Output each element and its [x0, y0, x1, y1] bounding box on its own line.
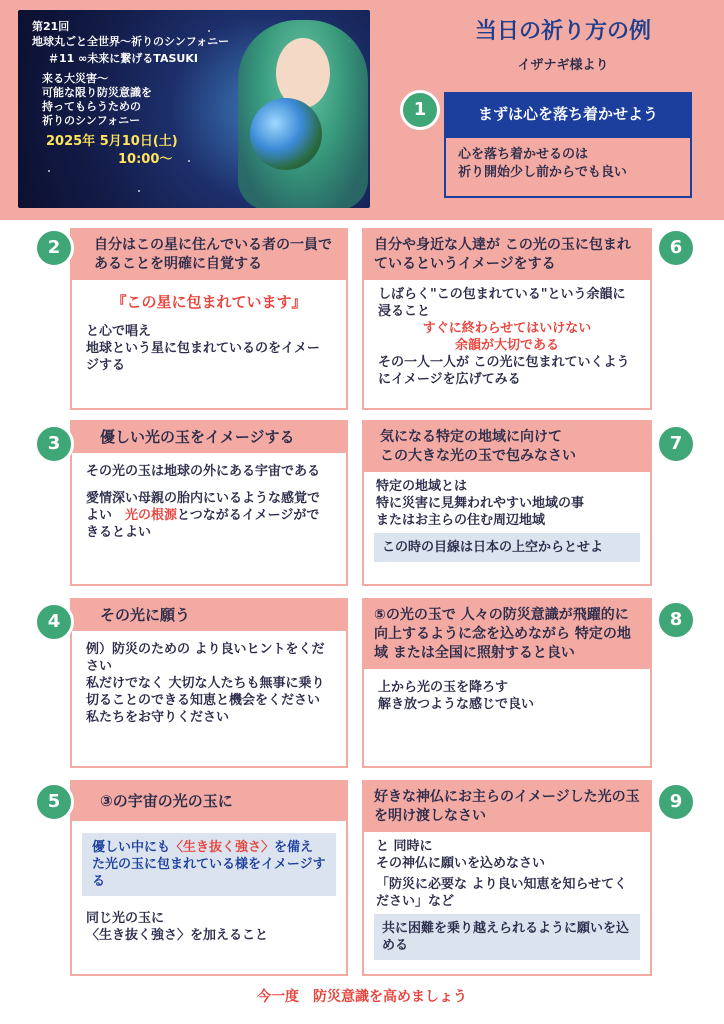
step-number-5: 5 [34, 782, 74, 822]
step2-quote: 『この星に包まれています』 [111, 293, 307, 311]
step1-body [444, 136, 692, 198]
step8-text-1: 上から光の玉を降ろす [378, 680, 509, 695]
banner-line3: ＃11 ∞未来に繋げるTASUKI [48, 52, 198, 65]
step-number-3: 3 [34, 424, 74, 464]
earth-globe-icon [250, 98, 322, 170]
step5-hl-3: を備えた光の玉に包まれている様をイメージする [92, 840, 326, 889]
step2-heading: 自分はこの星に住んでいる者の一員であることを明確に自覚する [72, 230, 346, 280]
step6-card [362, 228, 652, 410]
step7-text-3: またはお主らの住む周辺地域 [376, 513, 546, 528]
step2-text-1: と心で唱え [86, 324, 152, 339]
step3-text-2 [86, 490, 332, 541]
footer-message: 今一度 防災意識を高めましょう [257, 989, 467, 1005]
step9-text-3: 「防災に必要な より良い知恵を知らせてください」など [376, 877, 628, 909]
step-number-6: 6 [656, 228, 696, 268]
step5-hl-1: 優しい中にも [92, 840, 171, 855]
step1-text-2: 祈り開始少し前からでも良い [458, 165, 627, 180]
step3-text-2c: とつながるイメージができるとよい [86, 508, 320, 540]
banner-line2: 地球丸ごと全世界〜祈りのシンフォニー [32, 35, 230, 48]
step4-heading: その光に願う [72, 600, 346, 631]
step-number-2: 2 [34, 228, 74, 268]
step7-text-2: 特に災害に見舞われやすい地域の事 [376, 496, 585, 511]
step6-text-1: しばらく"この包まれている"という余韻に浸ること [378, 287, 626, 319]
step1-text-1: 心を落ち着かせるのは [458, 147, 589, 162]
step1-heading: まずは心を落ち着かせよう [444, 92, 692, 136]
banner-time: 10:00〜 [118, 152, 173, 167]
step7-heading-1: 気になる特定の地域に向けて [380, 429, 562, 445]
step8-text-2: 解き放つような感じで良い [378, 697, 535, 712]
step4-text-1: 例）防災のための より良いヒントをください [86, 642, 325, 674]
banner-line4: 来る大災害〜 [42, 72, 108, 85]
step6-text-2: その一人一人が この光に包まれていくようにイメージを広げてみる [378, 355, 630, 387]
step5-text-1: 同じ光の玉に [86, 911, 165, 926]
light-source-highlight: 光の根源 [125, 508, 178, 523]
step5-heading: ③の宇宙の光の玉に [72, 782, 346, 821]
step8-card [362, 598, 652, 768]
step2-card [70, 228, 348, 410]
step2-text-2: 地球という星に包まれているのをイメージする [86, 341, 320, 373]
step4-text-3: 私たちをお守りください [86, 710, 230, 725]
step5-card [70, 780, 348, 976]
event-banner-image [18, 10, 370, 208]
step-number-1: 1 [400, 90, 440, 130]
banner-line7: 祈りのシンフォニー [42, 114, 141, 127]
step4-text-2: 私だけでなく 大切な人たちも無事に乗り切ることのできる知恵と機会をください [86, 676, 325, 708]
step5-hl-strength: 〈生き抜く強さ〉 [170, 840, 275, 855]
step8-heading: ⑤の光の玉で 人々の防災意識が飛躍的に向上するように念を込めながら 特定の地域 または全国に照射すると良い [364, 600, 650, 669]
step7-text-1: 特定の地域とは [376, 479, 468, 494]
step-number-7: 7 [656, 424, 696, 464]
step7-heading-2: この大きな光の玉で包みなさい [380, 448, 576, 464]
step5-text-2: 〈生き抜く強さ〉を加えること [86, 928, 269, 943]
page-subtitle: イザナギ様より [517, 58, 609, 73]
banner-date: 2025年 5月10日(土) [46, 134, 178, 149]
step6-red-2: 余韻が大切である [454, 338, 559, 353]
step9-text-2: その神仏に願いを込めなさい [376, 856, 546, 871]
step7-highlight: この時の目線は日本の上空からとせよ [374, 533, 640, 562]
step3-text-1: その光の玉は地球の外にある宇宙である [86, 464, 321, 479]
step3-text-2a: 愛情深い母親の胎内にいるような感覚でよい [86, 491, 321, 523]
step-number-4: 4 [34, 602, 74, 642]
banner-line5: 可能な限り防災意識を [42, 86, 152, 99]
step9-highlight: 共に困難を乗り越えられるように願いを込める [374, 914, 640, 960]
step5-highlight [82, 833, 336, 896]
step-number-8: 8 [656, 600, 696, 640]
step9-card [362, 780, 652, 976]
step7-heading [364, 422, 650, 472]
step3-card [70, 420, 348, 586]
step9-heading: 好きな神仏にお主らのイメージした光の玉を明け渡しなさい [364, 782, 650, 832]
banner-line1: 第21回 [32, 20, 70, 33]
step7-card [362, 420, 652, 586]
step-number-9: 9 [656, 782, 696, 822]
banner-line6: 持ってもらうための [42, 100, 141, 113]
step9-text-1: と 同時に [376, 839, 433, 854]
page-title: 当日の祈り方の例 [474, 19, 651, 44]
step6-red-1: すぐに終わらせてはいけない [422, 321, 592, 336]
step3-heading: 優しい光の玉をイメージする [72, 422, 346, 453]
step4-card [70, 598, 348, 768]
step6-heading: 自分や身近な人達が この光の玉に包まれているというイメージをする [364, 230, 650, 280]
